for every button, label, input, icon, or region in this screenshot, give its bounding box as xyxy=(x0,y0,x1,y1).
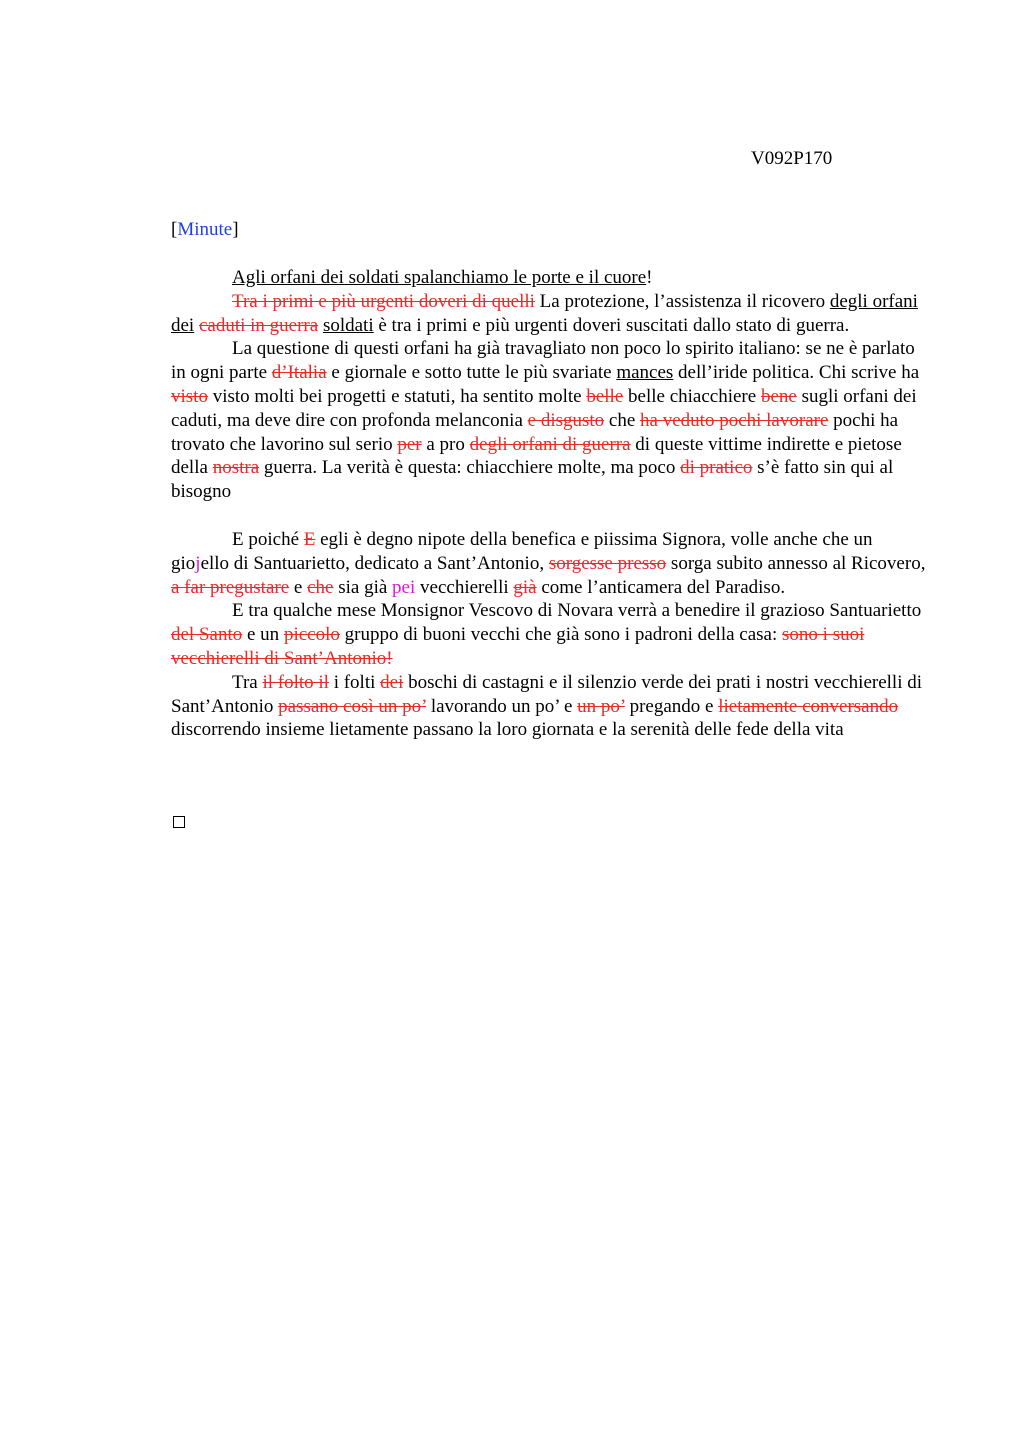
text-run: La protezione, l’assistenza il ricovero xyxy=(534,290,830,312)
deleted-text: che xyxy=(307,576,334,598)
text-run: sugli orfani dei caduti, ma deve dire con profonda melanconia xyxy=(171,385,917,431)
deleted-text: sorgesse presso xyxy=(548,552,667,574)
deleted-text: lietamente conversando xyxy=(718,695,899,717)
document-body xyxy=(171,266,933,742)
text-run: come l’anticamera del Paradiso. xyxy=(536,576,786,598)
deleted-text: nostra xyxy=(212,457,260,479)
deleted-text: caduti in guerra xyxy=(198,314,319,336)
text-run: discorrendo insieme lietamente passano la loro giornata e la serenità delle fede della vita xyxy=(171,719,844,741)
text-run: pregando e xyxy=(624,695,719,717)
text-run: vecchierelli xyxy=(415,576,514,598)
text-run: E poiché xyxy=(232,528,304,550)
paragraph-3 xyxy=(171,337,933,504)
text-run: guerra. La verità è questa: chiacchiere molte, ma poco xyxy=(259,457,681,479)
deleted-text: dei xyxy=(380,671,404,693)
paragraph-2 xyxy=(171,290,933,338)
underlined-text: soldati xyxy=(322,314,374,336)
deleted-text: e disgusto xyxy=(527,409,605,431)
text-run: pochi ha trovato che lavorino sul serio xyxy=(171,409,899,455)
empty-square-icon xyxy=(173,816,185,828)
title-text: Agli orfani dei soldati spalanchiamo le porte e il cuore xyxy=(232,267,647,288)
text-run: gruppo di buoni vecchi che già sono i padroni della casa: xyxy=(339,624,783,646)
deleted-text: per xyxy=(397,433,422,455)
deleted-text: un po’ xyxy=(577,695,625,717)
text-run: Tra xyxy=(232,671,263,693)
deleted-text: visto xyxy=(171,385,208,407)
deleted-text: sono i suoi vecchierelli di Sant’Antonio! xyxy=(171,624,865,669)
deleted-text: ha veduto pochi lavorare xyxy=(640,409,829,431)
deleted-text: di pratico xyxy=(680,457,753,479)
text-run: belle chiacchiere xyxy=(623,385,761,407)
text-run: a pro xyxy=(421,433,470,455)
text-run: dell’iride politica. Chi scrive ha xyxy=(673,362,920,384)
label-text: Minute xyxy=(177,219,233,240)
text-run: s’è fatto sin qui al bisogno xyxy=(171,457,894,503)
text-run: La questione di questi orfani ha già travagliato non poco lo spirito italiano: se ne è parlato in ogni parte xyxy=(171,338,915,384)
text-run: e xyxy=(289,576,308,598)
text-run: che xyxy=(604,409,641,431)
label-open-bracket: [ xyxy=(171,219,178,240)
document-code: V092P170 xyxy=(751,148,833,169)
minute-label xyxy=(171,218,239,241)
text-run: egli è degno nipote della benefica e piissima Signora, volle anche che un gio xyxy=(171,528,873,574)
label-close-bracket: ] xyxy=(232,219,239,240)
title-end: ! xyxy=(646,267,653,288)
text-run: lavorando un po’ e xyxy=(426,695,578,717)
text-run: boschi di castagni e il silenzio verde dei prati i nostri vecchierelli di Sant’Antonio xyxy=(171,671,923,717)
text-run: ello di Santuarietto, dedicato a Sant’Antonio, xyxy=(200,552,549,574)
deleted-text: il folto il xyxy=(262,671,329,693)
deleted-text: a far pregustare xyxy=(171,576,290,598)
underlined-text: degli orfani dei xyxy=(171,290,918,336)
deleted-text: passano così un po’ xyxy=(278,695,427,717)
deleted-text: Tra i primi e più urgenti doveri di quelli xyxy=(232,290,535,312)
text-run: è tra i primi e più urgenti doveri suscitati dallo stato di guerra. xyxy=(373,314,850,336)
text-run: sia già xyxy=(333,576,393,598)
paragraph-6 xyxy=(171,671,933,742)
paragraph-4 xyxy=(171,528,933,599)
deleted-text: bene xyxy=(760,385,797,407)
text-run: i folti xyxy=(328,671,381,693)
deleted-text: belle xyxy=(586,385,624,407)
text-run: sorga subito annesso al Ricovero, xyxy=(666,552,926,574)
deleted-text: degli orfani di guerra xyxy=(469,433,631,455)
deleted-text: piccolo xyxy=(283,624,340,646)
paragraph-title xyxy=(171,266,933,290)
inserted-text: pei xyxy=(392,576,416,598)
text-run: visto molti bei progetti e statuti, ha sentito molte xyxy=(207,385,587,407)
text-run: E tra qualche mese Monsignor Vescovo di Novara verrà a benedire il grazioso Santuarietto xyxy=(232,600,922,622)
inserted-text: j xyxy=(195,552,201,574)
deleted-text: d’Italia xyxy=(271,362,327,384)
text-run: e un xyxy=(242,624,284,646)
text-run: di queste vittime indirette e pietose della xyxy=(171,433,902,479)
underlined-text: mances xyxy=(616,362,674,384)
deleted-text: del Santo xyxy=(171,624,243,646)
text-run: e giornale e sotto tutte le più svariate xyxy=(326,362,617,384)
deleted-text: già xyxy=(513,576,537,598)
deleted-text: E xyxy=(303,528,316,550)
paragraph-5 xyxy=(171,599,933,670)
